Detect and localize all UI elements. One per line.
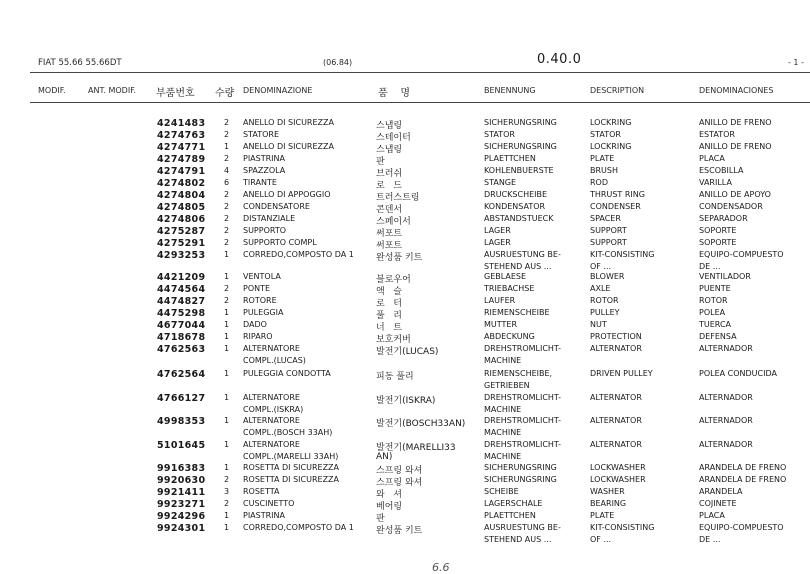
korean-name: 피동 풀리 bbox=[376, 372, 414, 382]
table-row bbox=[0, 332, 810, 344]
english-name-continued: OF ... bbox=[590, 262, 612, 271]
part-number: 4998353 bbox=[157, 416, 206, 427]
table-row bbox=[0, 440, 810, 462]
spanish-name: DEFENSA bbox=[699, 332, 737, 341]
spanish-name-continued: DE ... bbox=[699, 262, 721, 271]
english-name: NUT bbox=[590, 320, 607, 329]
english-name: BEARING bbox=[590, 499, 627, 508]
spanish-name: EQUIPO-COMPUESTO bbox=[699, 523, 784, 532]
spanish-name: POLEA CONDUCIDA bbox=[699, 369, 777, 378]
spanish-name: ALTERNADOR bbox=[699, 440, 753, 449]
spanish-name-continued: DE ... bbox=[699, 535, 721, 544]
german-name: SICHERUNGSRING bbox=[484, 475, 557, 484]
english-name: LOCKWASHER bbox=[590, 463, 646, 472]
quantity: 2 bbox=[224, 130, 230, 139]
quantity: 6 bbox=[224, 178, 230, 187]
english-name: PLATE bbox=[590, 154, 615, 163]
part-number: 9921411 bbox=[157, 487, 206, 498]
english-name: AXLE bbox=[590, 284, 611, 293]
part-number: 9924301 bbox=[157, 523, 206, 534]
quantity: 2 bbox=[224, 226, 230, 235]
german-name: KOHLENBUERSTE bbox=[484, 166, 554, 175]
english-name: THRUST RING bbox=[590, 190, 645, 199]
korean-name: 액 슬 bbox=[376, 287, 402, 297]
english-name: ROD bbox=[590, 178, 609, 187]
quantity: 1 bbox=[224, 440, 230, 449]
col-description: DESCRIPTION bbox=[590, 86, 645, 95]
part-number: 9916383 bbox=[157, 463, 206, 474]
korean-name: 브러쉬 bbox=[376, 169, 403, 179]
korean-name: 스냅링 bbox=[376, 121, 403, 131]
english-name: ALTERNATOR bbox=[590, 440, 642, 449]
table-row bbox=[0, 416, 810, 437]
spanish-name: ESCOBILLA bbox=[699, 166, 744, 175]
korean-name: 스프링 와셔 bbox=[376, 466, 423, 476]
german-name: SICHERUNGSRING bbox=[484, 118, 557, 127]
spanish-name: ROTOR bbox=[699, 296, 728, 305]
quantity: 2 bbox=[224, 154, 230, 163]
spanish-name: PUENTE bbox=[699, 284, 731, 293]
english-name: SUPPORT bbox=[590, 238, 627, 247]
spanish-name: ALTERNADOR bbox=[699, 344, 753, 353]
german-name: SICHERUNGSRING bbox=[484, 142, 557, 151]
quantity: 2 bbox=[224, 202, 230, 211]
part-number: 4421209 bbox=[157, 272, 206, 283]
english-name: BLOWER bbox=[590, 272, 625, 281]
german-name-continued: MACHINE bbox=[484, 405, 522, 414]
part-number: 4677044 bbox=[157, 320, 206, 331]
german-name: LAGER bbox=[484, 238, 511, 247]
korean-name-continued: AN) bbox=[376, 452, 393, 462]
german-name: DREHSTROMLICHT- bbox=[484, 393, 561, 402]
korean-name: 써포트 bbox=[376, 241, 403, 251]
italian-name-continued: COMPL.(MARELLI 33AH) bbox=[243, 452, 339, 461]
part-number: 4293253 bbox=[157, 250, 206, 261]
spanish-name: EQUIPO-COMPUESTO bbox=[699, 250, 784, 259]
italian-name: DADO bbox=[243, 320, 267, 329]
table-row bbox=[0, 272, 810, 284]
german-name: PLAETTCHEN bbox=[484, 154, 536, 163]
table-row bbox=[0, 130, 810, 142]
english-name: WASHER bbox=[590, 487, 625, 496]
italian-name: PULEGGIA CONDOTTA bbox=[243, 369, 331, 378]
english-name: LOCKRING bbox=[590, 142, 632, 151]
part-number: 4762564 bbox=[157, 369, 206, 380]
italian-name: ROSETTA DI SICUREZZA bbox=[243, 475, 340, 484]
german-name: DREHSTROMLICHT- bbox=[484, 344, 561, 353]
korean-name: 스프링 와셔 bbox=[376, 478, 423, 488]
table-row bbox=[0, 308, 810, 320]
korean-name: 판 bbox=[376, 157, 385, 167]
quantity: 2 bbox=[224, 475, 230, 484]
quantity: 1 bbox=[224, 320, 230, 329]
spanish-name: SEPARADOR bbox=[699, 214, 748, 223]
italian-name: SPAZZOLA bbox=[243, 166, 286, 175]
italian-name: ALTERNATORE bbox=[243, 393, 300, 402]
english-name: ALTERNATOR bbox=[590, 416, 642, 425]
italian-name: ALTERNATORE bbox=[243, 440, 300, 449]
part-number: 4275287 bbox=[157, 226, 206, 237]
korean-name: 로 터 bbox=[376, 299, 402, 309]
korean-name: 로 드 bbox=[376, 181, 402, 191]
part-number: 4275291 bbox=[157, 238, 206, 249]
english-name: PULLEY bbox=[590, 308, 620, 317]
quantity: 1 bbox=[224, 332, 230, 341]
italian-name: ALTERNATORE bbox=[243, 344, 300, 353]
italian-name: ROSETTA bbox=[243, 487, 280, 496]
english-name: KIT-CONSISTING bbox=[590, 250, 655, 259]
korean-name: 판 bbox=[376, 514, 385, 524]
korean-name: 발전기(ISKRA) bbox=[376, 396, 436, 406]
german-name: DRUCKSCHEIBE bbox=[484, 190, 548, 199]
spanish-name: ANILLO DE APOYO bbox=[699, 190, 771, 199]
english-name-continued: OF ... bbox=[590, 535, 612, 544]
table-row bbox=[0, 511, 810, 523]
part-number: 4474827 bbox=[157, 296, 206, 307]
spanish-name: ESTATOR bbox=[699, 130, 735, 139]
spanish-name: ARANDELA bbox=[699, 487, 743, 496]
part-number: 4274805 bbox=[157, 202, 206, 213]
german-name: STANGE bbox=[484, 178, 517, 187]
table-row bbox=[0, 296, 810, 308]
part-number: 4274789 bbox=[157, 154, 206, 165]
english-name: ALTERNATOR bbox=[590, 344, 642, 353]
quantity: 1 bbox=[224, 523, 230, 532]
quantity: 4 bbox=[224, 166, 230, 175]
part-number: 4274771 bbox=[157, 142, 206, 153]
korean-name: 발전기(MARELLI33 bbox=[376, 443, 456, 453]
german-name: LAGERSCHALE bbox=[484, 499, 543, 508]
korean-name: 스냅링 bbox=[376, 145, 403, 155]
english-name: DRIVEN PULLEY bbox=[590, 369, 653, 378]
italian-name: VENTOLA bbox=[243, 272, 281, 281]
table-row bbox=[0, 320, 810, 332]
german-name: ABSTANDSTUECK bbox=[484, 214, 554, 223]
italian-name: ROSETTA DI SICUREZZA bbox=[243, 463, 340, 472]
part-number: 9924296 bbox=[157, 511, 206, 522]
italian-name: SUPPORTO COMPL bbox=[243, 238, 317, 247]
part-number: 5101645 bbox=[157, 440, 206, 451]
german-name: DREHSTROMLICHT- bbox=[484, 416, 561, 425]
part-number: 4718678 bbox=[157, 332, 206, 343]
spanish-name: ALTERNADOR bbox=[699, 416, 753, 425]
spanish-name: PLACA bbox=[699, 154, 725, 163]
table-row bbox=[0, 523, 810, 544]
edition-date: (06.84) bbox=[323, 58, 353, 67]
german-name: KONDENSATOR bbox=[484, 202, 546, 211]
col-modif: MODIF. bbox=[38, 86, 66, 95]
italian-name-continued: COMPL.(ISKRA) bbox=[243, 405, 304, 414]
footer-page-mark: 6.6 bbox=[432, 561, 450, 574]
part-number: 4274802 bbox=[157, 178, 206, 189]
quantity: 2 bbox=[224, 499, 230, 508]
german-name: STATOR bbox=[484, 130, 515, 139]
quantity: 2 bbox=[224, 214, 230, 223]
german-name-continued: MACHINE bbox=[484, 356, 522, 365]
korean-name: 트러스트링 bbox=[376, 193, 420, 203]
german-name: LAUFER bbox=[484, 296, 516, 305]
spanish-name: COJINETE bbox=[699, 499, 737, 508]
italian-name: TIRANTE bbox=[243, 178, 277, 187]
part-number: 4474564 bbox=[157, 284, 206, 295]
spanish-name: ARANDELA DE FRENO bbox=[699, 475, 787, 484]
german-name: GEBLAESE bbox=[484, 272, 527, 281]
quantity: 1 bbox=[224, 393, 230, 402]
part-number: 4762563 bbox=[157, 344, 206, 355]
english-name: STATOR bbox=[590, 130, 621, 139]
italian-name: STATORE bbox=[243, 130, 279, 139]
table-row bbox=[0, 190, 810, 202]
spanish-name: VENTILADOR bbox=[699, 272, 751, 281]
italian-name-continued: COMPL.(BOSCH 33AH) bbox=[243, 428, 333, 437]
german-name: ABDECKUNG bbox=[484, 332, 535, 341]
model-title: FIAT 55.66 55.66DT bbox=[38, 58, 122, 68]
table-row bbox=[0, 250, 810, 271]
table-row bbox=[0, 499, 810, 511]
spanish-name: ANILLO DE FRENO bbox=[699, 118, 772, 127]
table-row bbox=[0, 475, 810, 487]
header-rule-top bbox=[30, 72, 810, 73]
quantity: 2 bbox=[224, 190, 230, 199]
italian-name: ROTORE bbox=[243, 296, 277, 305]
german-name-continued: GETRIEBEN bbox=[484, 381, 530, 390]
quantity: 1 bbox=[224, 142, 230, 151]
col-korean-name: 품 명 bbox=[378, 88, 411, 99]
header-rule-bottom bbox=[30, 102, 810, 103]
english-name: LOCKWASHER bbox=[590, 475, 646, 484]
col-denominaciones: DENOMINACIONES bbox=[699, 86, 774, 95]
english-name: ALTERNATOR bbox=[590, 393, 642, 402]
table-row bbox=[0, 344, 810, 365]
quantity: 3 bbox=[224, 487, 230, 496]
quantity: 2 bbox=[224, 118, 230, 127]
korean-name: 완성품 키트 bbox=[376, 526, 423, 536]
spanish-name: TUERCA bbox=[699, 320, 732, 329]
quantity: 1 bbox=[224, 272, 230, 281]
korean-name: 스페이서 bbox=[376, 217, 411, 227]
quantity: 1 bbox=[224, 369, 230, 378]
english-name: KIT-CONSISTING bbox=[590, 523, 655, 532]
table-row bbox=[0, 178, 810, 190]
italian-name: CORREDO,COMPOSTO DA 1 bbox=[243, 250, 354, 259]
part-number: 9920630 bbox=[157, 475, 206, 486]
table-row bbox=[0, 393, 810, 414]
italian-name: PIASTRINA bbox=[243, 154, 285, 163]
page-number: - 1 - bbox=[788, 58, 804, 67]
table-row bbox=[0, 202, 810, 214]
italian-name: ANELLO DI APPOGGIO bbox=[243, 190, 331, 199]
part-number: 4274804 bbox=[157, 190, 206, 201]
german-name: RIEMENSCHEIBE, bbox=[484, 369, 553, 378]
korean-name: 베어링 bbox=[376, 502, 403, 512]
korean-name: 써포트 bbox=[376, 229, 403, 239]
part-number: 4766127 bbox=[157, 393, 206, 404]
col-part-number: 부품번호 bbox=[156, 88, 195, 99]
section-number: 0.40.0 bbox=[537, 52, 582, 67]
italian-name: CUSCINETTO bbox=[243, 499, 295, 508]
part-number: 4274791 bbox=[157, 166, 206, 177]
spanish-name: VARILLA bbox=[699, 178, 732, 187]
spanish-name: ARANDELA DE FRENO bbox=[699, 463, 787, 472]
spanish-name: POLEA bbox=[699, 308, 726, 317]
spanish-name: ALTERNADOR bbox=[699, 393, 753, 402]
english-name: LOCKRING bbox=[590, 118, 632, 127]
italian-name: PULEGGIA bbox=[243, 308, 284, 317]
quantity: 2 bbox=[224, 284, 230, 293]
german-name: MUTTER bbox=[484, 320, 518, 329]
quantity: 1 bbox=[224, 250, 230, 259]
english-name: PROTECTION bbox=[590, 332, 642, 341]
italian-name: SUPPORTO bbox=[243, 226, 287, 235]
quantity: 1 bbox=[224, 344, 230, 353]
german-name: LAGER bbox=[484, 226, 511, 235]
german-name: AUSRUESTUNG BE- bbox=[484, 250, 561, 259]
korean-name: 풀 리 bbox=[376, 311, 402, 321]
italian-name-continued: COMPL.(LUCAS) bbox=[243, 356, 306, 365]
col-denominazione: DENOMINAZIONE bbox=[243, 86, 313, 95]
english-name: SUPPORT bbox=[590, 226, 627, 235]
col-ant-modif: ANT. MODIF. bbox=[88, 86, 137, 95]
quantity: 2 bbox=[224, 238, 230, 247]
german-name: DREHSTROMLICHT- bbox=[484, 440, 561, 449]
german-name: RIEMENSCHEIBE bbox=[484, 308, 550, 317]
table-row bbox=[0, 118, 810, 130]
italian-name: CONDENSATORE bbox=[243, 202, 310, 211]
part-number: 4475298 bbox=[157, 308, 206, 319]
col-benennung: BENENNUNG bbox=[484, 86, 536, 95]
english-name: PLATE bbox=[590, 511, 615, 520]
korean-name: 블로우어 bbox=[376, 275, 411, 285]
german-name-continued: MACHINE bbox=[484, 452, 522, 461]
italian-name: PONTE bbox=[243, 284, 271, 293]
german-name-continued: STEHEND AUS ... bbox=[484, 262, 552, 271]
english-name: ROTOR bbox=[590, 296, 619, 305]
spanish-name: SOPORTE bbox=[699, 226, 737, 235]
korean-name: 스테이터 bbox=[376, 133, 411, 143]
german-name: AUSRUESTUNG BE- bbox=[484, 523, 561, 532]
italian-name: ANELLO DI SICUREZZA bbox=[243, 142, 334, 151]
italian-name: PIASTRINA bbox=[243, 511, 285, 520]
table-row bbox=[0, 166, 810, 178]
quantity: 1 bbox=[224, 416, 230, 425]
quantity: 1 bbox=[224, 308, 230, 317]
quantity: 1 bbox=[224, 511, 230, 520]
spanish-name: CONDENSADOR bbox=[699, 202, 763, 211]
table-row bbox=[0, 487, 810, 499]
italian-name: RIPARO bbox=[243, 332, 273, 341]
part-number: 4274763 bbox=[157, 130, 206, 141]
korean-name: 발전기(BOSCH33AN) bbox=[376, 419, 466, 429]
spanish-name: ANILLO DE FRENO bbox=[699, 142, 772, 151]
part-number: 4241483 bbox=[157, 118, 206, 129]
german-name: SCHEIBE bbox=[484, 487, 519, 496]
korean-name: 완성품 키트 bbox=[376, 253, 423, 263]
korean-name: 발전기(LUCAS) bbox=[376, 347, 439, 357]
quantity: 2 bbox=[224, 296, 230, 305]
english-name: SPACER bbox=[590, 214, 621, 223]
table-row bbox=[0, 214, 810, 226]
spanish-name: SOPORTE bbox=[699, 238, 737, 247]
table-row bbox=[0, 226, 810, 238]
korean-name: 콘덴서 bbox=[376, 205, 403, 215]
table-row bbox=[0, 463, 810, 475]
korean-name: 와 셔 bbox=[376, 490, 402, 500]
german-name-continued: STEHEND AUS ... bbox=[484, 535, 552, 544]
german-name: TRIEBACHSE bbox=[484, 284, 535, 293]
table-row bbox=[0, 284, 810, 296]
korean-name: 보호커버 bbox=[376, 335, 411, 345]
italian-name: DISTANZIALE bbox=[243, 214, 296, 223]
table-row bbox=[0, 142, 810, 154]
italian-name: CORREDO,COMPOSTO DA 1 bbox=[243, 523, 354, 532]
german-name: PLAETTCHEN bbox=[484, 511, 536, 520]
german-name-continued: MACHINE bbox=[484, 428, 522, 437]
italian-name: ALTERNATORE bbox=[243, 416, 300, 425]
german-name: SICHERUNGSRING bbox=[484, 463, 557, 472]
quantity: 1 bbox=[224, 463, 230, 472]
english-name: BRUSH bbox=[590, 166, 618, 175]
english-name: CONDENSER bbox=[590, 202, 641, 211]
part-number: 4274806 bbox=[157, 214, 206, 225]
table-row bbox=[0, 238, 810, 250]
table-row bbox=[0, 154, 810, 166]
korean-name: 너 트 bbox=[376, 323, 402, 333]
spanish-name: PLACA bbox=[699, 511, 725, 520]
part-number: 9923271 bbox=[157, 499, 206, 510]
col-quantity: 수량 bbox=[215, 88, 235, 99]
table-row bbox=[0, 369, 810, 390]
italian-name: ANELLO DI SICUREZZA bbox=[243, 118, 334, 127]
